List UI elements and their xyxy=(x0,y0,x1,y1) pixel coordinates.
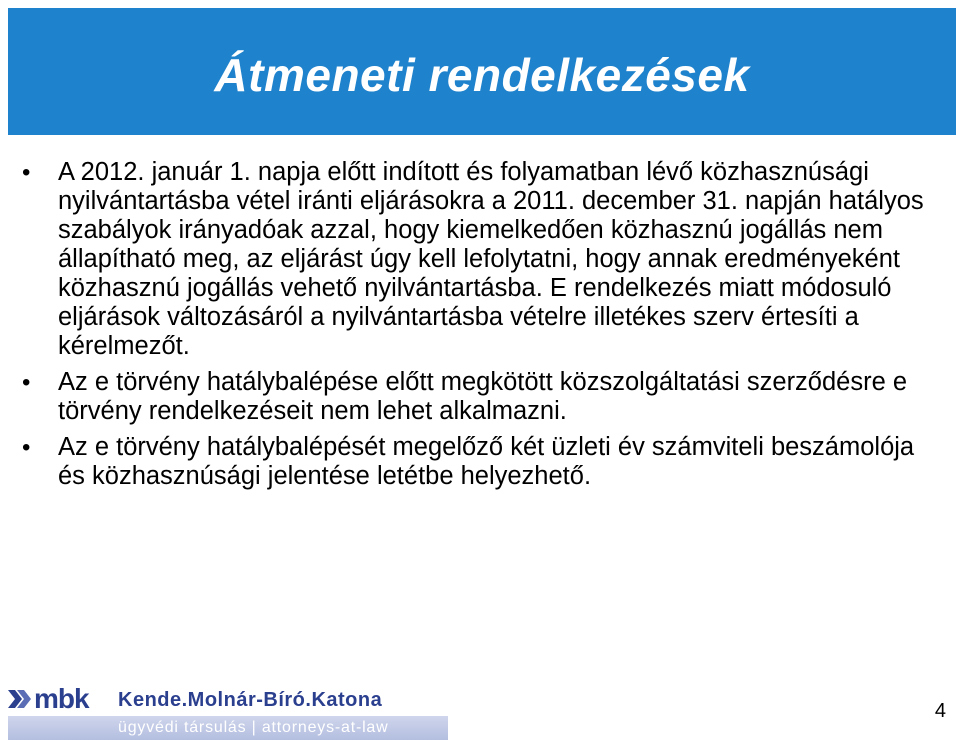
bullet-icon: • xyxy=(22,434,31,461)
bullet-list xyxy=(22,158,937,498)
bullet-text: Az e törvény hatálybalépése előtt megkötött közszolgáltatási szerződésre e törvény rendelkezéseit nem lehet alkalmazni. xyxy=(58,368,908,425)
bullet-item xyxy=(22,368,937,426)
bullet-icon: • xyxy=(22,159,31,186)
bullet-icon: • xyxy=(22,369,31,396)
bullet-item xyxy=(22,158,937,361)
firm-logo xyxy=(8,683,448,740)
bullet-text: A 2012. január 1. napja előtt indított és folyamatban lévő közhasznúsági nyilvántartásba vétel iránti eljárásokra a 2011. december 31. napján hatályos szabályok irányadóak azzal, hogy kiemelkedően közhasznú jogállás nem állapítható meg, az eljárást úgy kell lefolytatni, hogy annak eredményeként közhasznú jogállás vehető nyilvántartásba. E rendelkezés miatt módosuló eljárások változásáról a nyilvántartásba vételre illetékes szerv értesíti a kérelmezőt. xyxy=(58,158,924,360)
mbk-logo-mark xyxy=(8,683,89,714)
firm-name: Kende.Molnár-Bíró.Katona xyxy=(118,689,383,711)
firm-tagline: ügyvédi társulás | attorneys-at-law xyxy=(118,719,389,736)
logo-mbk-text: mbk xyxy=(34,683,89,714)
title-bar xyxy=(8,8,956,135)
bullet-item xyxy=(22,433,937,491)
bullet-text: Az e törvény hatálybalépését megelőző két üzleti év számviteli beszámolója és közhasznúsági jelentése letétbe helyezhető. xyxy=(58,433,915,490)
page-number: 4 xyxy=(934,700,946,722)
logo-x-icon xyxy=(8,688,34,710)
slide-title: Átmeneti rendelkezések xyxy=(214,48,750,101)
